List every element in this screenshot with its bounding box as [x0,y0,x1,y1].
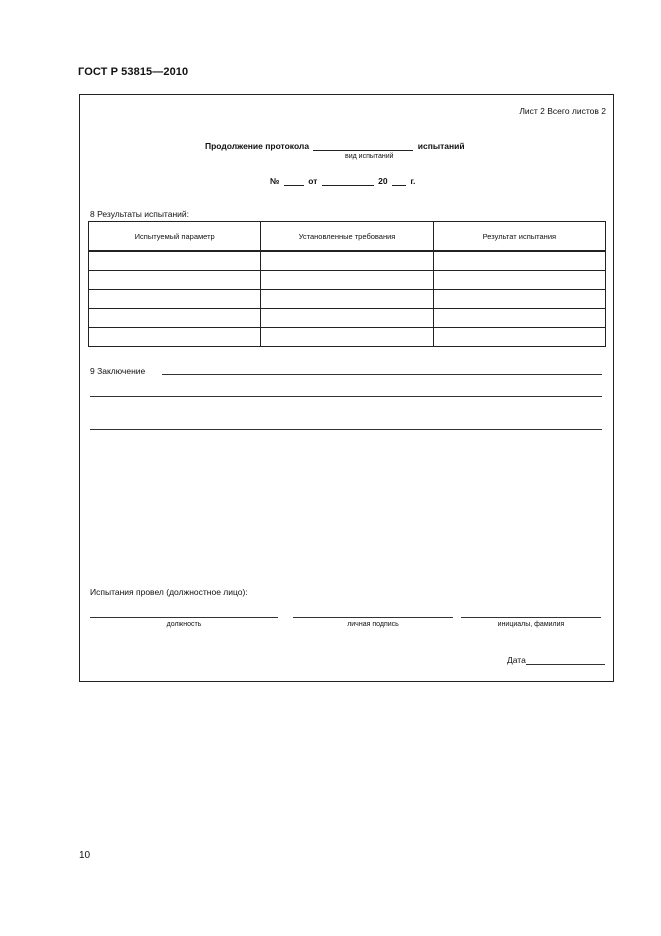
table-cell[interactable] [89,271,261,290]
title-prefix: Продолжение протокола [205,141,310,151]
signature-caption: личная подпись [347,621,399,628]
page-number: 10 [79,850,91,861]
conclusion-line-1[interactable] [162,374,602,375]
year-suffix: г. [410,176,416,186]
year-label: 20 [378,176,388,186]
table-row [89,290,606,309]
column-header-result: Результат испытания [433,222,605,252]
name-caption: инициалы, фамилия [497,621,565,628]
table-cell[interactable] [89,328,261,347]
from-label: от [308,176,318,186]
test-type-caption: вид испытаний [345,153,394,160]
tested-by-label: Испытания провел (должностное лицо): [90,587,248,597]
position-line[interactable] [90,617,278,618]
date-blank[interactable] [322,185,374,186]
table-cell[interactable] [433,251,605,271]
title-suffix: испытаний [417,141,465,151]
sheet-info: Лист 2 Всего листов 2 [519,106,606,116]
column-header-parameter: Испытуемый параметр [89,222,261,252]
number-blank[interactable] [284,185,304,186]
table-cell[interactable] [89,309,261,328]
test-type-blank[interactable] [313,150,413,151]
date-line[interactable] [526,664,605,665]
table-cell[interactable] [433,309,605,328]
results-table-header [89,222,606,252]
table-row [89,271,606,290]
standard-code: ГОСТ Р 53815—2010 [78,66,189,78]
table-cell[interactable] [433,271,605,290]
table-row [89,309,606,328]
table-cell[interactable] [261,271,433,290]
number-label: № [270,176,280,186]
position-caption: должность [166,621,202,628]
table-cell[interactable] [89,251,261,271]
results-table [88,221,606,347]
table-row [89,328,606,347]
column-header-requirements: Установленные требования [261,222,433,252]
table-cell[interactable] [433,328,605,347]
table-cell[interactable] [89,290,261,309]
table-cell[interactable] [261,328,433,347]
year-blank[interactable] [392,185,406,186]
conclusion-line-3[interactable] [90,429,602,430]
protocol-title [205,141,465,151]
conclusion-line-2[interactable] [90,396,602,397]
date-label: Дата [507,655,526,665]
signature-line[interactable] [293,617,453,618]
table-row [89,251,606,271]
name-line[interactable] [461,617,601,618]
conclusion-heading: 9 Заключение [90,366,146,376]
results-heading: 8 Результаты испытаний: [90,209,190,219]
table-cell[interactable] [261,290,433,309]
table-cell[interactable] [433,290,605,309]
protocol-number-line [270,176,415,186]
table-cell[interactable] [261,309,433,328]
table-cell[interactable] [261,251,433,271]
